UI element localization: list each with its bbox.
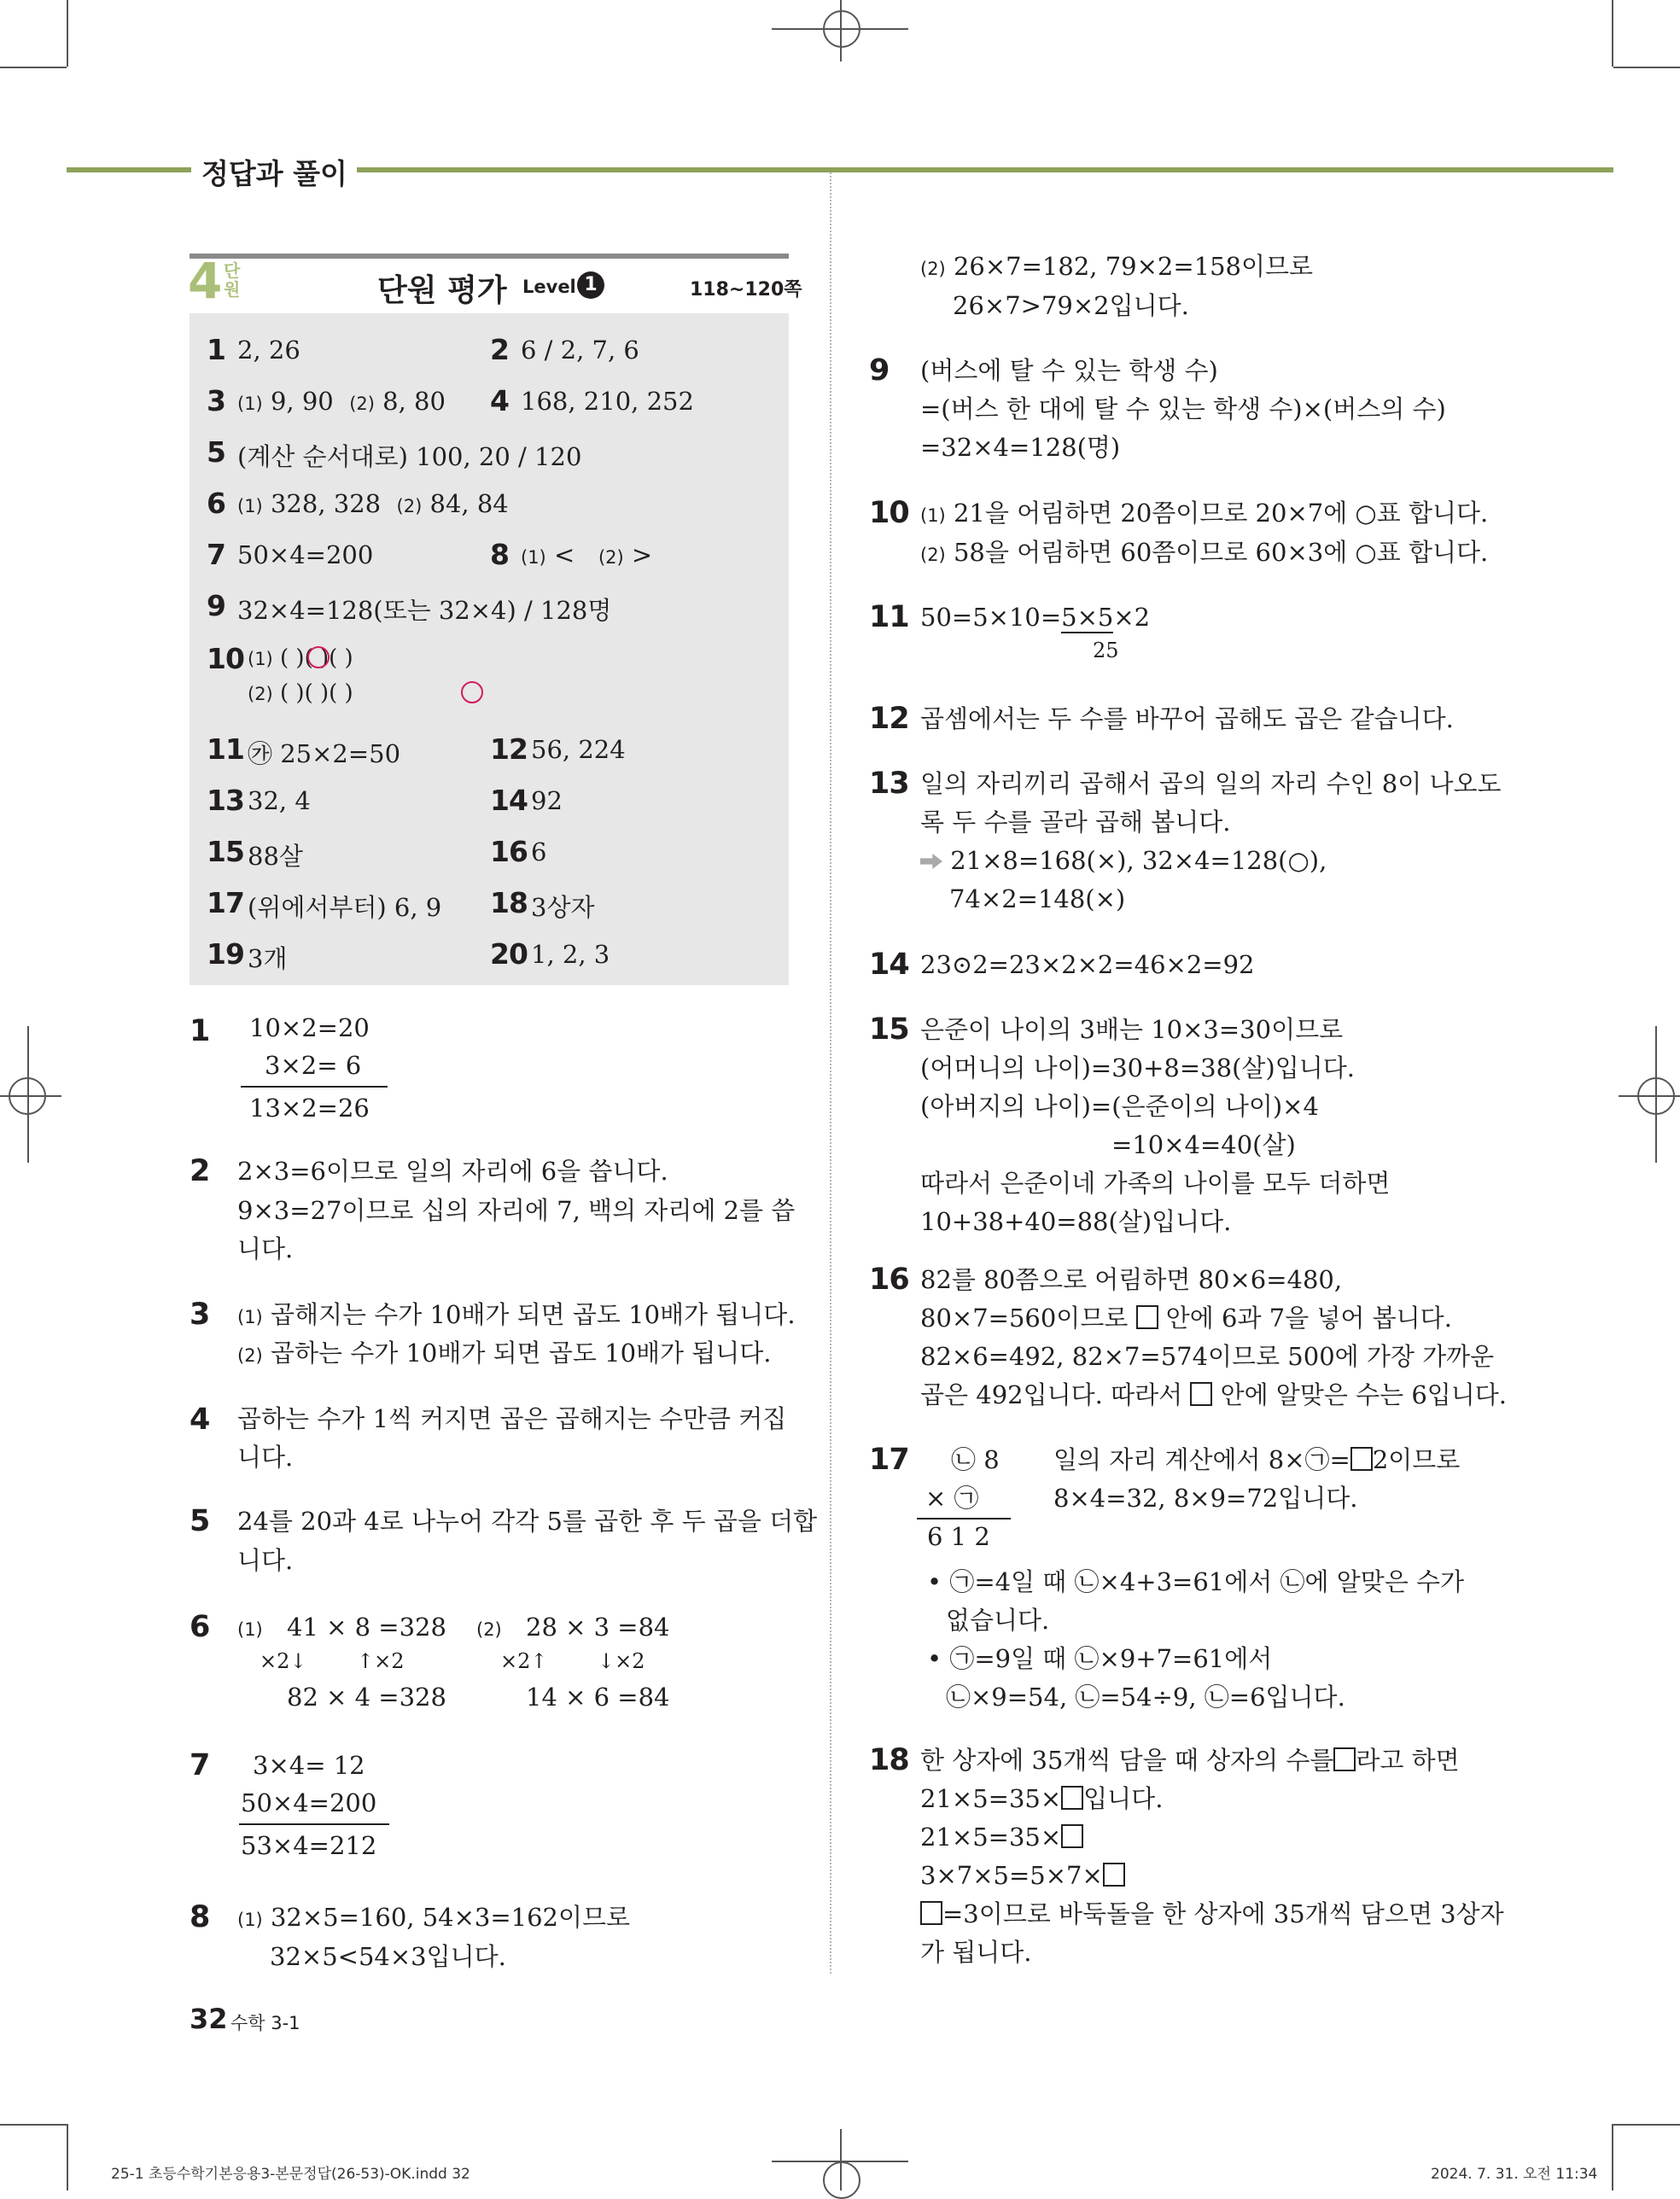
solution-text: 가 됩니다.: [920, 1938, 1032, 1967]
calc-row: 53×4=212: [241, 1831, 377, 1860]
calc-row: 50×4=200: [241, 1788, 377, 1817]
answer-text: 168, 210, 252: [521, 387, 694, 416]
solution-text: =3이므로 바둑돌을 한 상자에 35개씩 담으면 3상자: [920, 1895, 1504, 1934]
solution-bullet: 없습니다.: [946, 1606, 1050, 1635]
answer-number: 9: [207, 589, 225, 622]
crop-mark: [1613, 67, 1680, 68]
crop-mark: [1612, 0, 1613, 67]
answer-number: 8: [490, 538, 509, 571]
answer-text: (2) ( )( )( ): [248, 680, 353, 706]
circle-mark: [307, 646, 330, 670]
solution-text: 은준이 나이의 3배는 10×3=30이므로: [920, 1015, 1344, 1044]
arrow-right-icon: [920, 854, 942, 869]
solution-number: 8: [190, 1900, 210, 1934]
solution-text: 곱하는 수가 1씩 커지면 곱은 곱해지는 수만큼 커집: [237, 1404, 787, 1433]
crop-mark: [1655, 1026, 1657, 1163]
answer-text: (1) < (2) >: [521, 540, 653, 569]
answer-number: 5: [207, 435, 225, 469]
answer-number: 4: [490, 384, 509, 417]
solution-number: 12: [869, 702, 909, 736]
answer-number: 2: [490, 333, 509, 366]
crop-mark: [840, 2129, 842, 2190]
solution-part: (2): [476, 1619, 502, 1640]
solution-text: (버스에 탈 수 있는 학생 수): [920, 356, 1218, 385]
answer-number: 10: [207, 642, 244, 675]
page-range: 118~120쪽: [690, 279, 802, 300]
calc-row: 6 1 2: [927, 1522, 990, 1551]
solution-text: 74×2=148(×): [949, 884, 1126, 913]
column-divider: [830, 172, 831, 1974]
blank-box: [1061, 1786, 1083, 1810]
solution-text: 2×3=6이므로 일의 자리에 6을 씁니다.: [237, 1157, 668, 1186]
header-rule-right: [357, 167, 1613, 172]
solution-number: 11: [869, 600, 909, 634]
answer-number: 3: [207, 384, 225, 417]
answer-number: 16: [490, 835, 528, 868]
answer-text: 32×4=128(또는 32×4) / 128명: [237, 596, 612, 625]
solution-text: 82를 80쯤으로 어림하면 80×6=480,: [920, 1265, 1343, 1294]
registration-target-icon: [823, 2161, 860, 2199]
file-info: 25-1 초등수학기본응용3-본문정답(26-53)-OK.indd 32: [111, 2166, 470, 2183]
solution-text: (어머니의 나이)=30+8=38(살)입니다.: [920, 1053, 1355, 1082]
solution-text: 21×5=35× 입니다.: [920, 1784, 1164, 1813]
level-label: Level: [522, 277, 576, 297]
calc-row: ㉡ 8: [951, 1445, 1000, 1474]
solution-number: 15: [869, 1012, 909, 1047]
blank-box: [1350, 1447, 1373, 1471]
solution-number: 18: [869, 1743, 909, 1777]
crop-mark: [0, 2124, 67, 2126]
print-date: 2024. 7. 31. 오전 11:34: [1431, 2166, 1598, 2183]
answer-text: (1) 9, 90 (2) 8, 80: [237, 387, 446, 416]
calc-rule: [239, 1823, 389, 1825]
solution-text: (2) 26×7=182, 79×2=158이므로: [920, 252, 1314, 281]
answer-number: 12: [490, 732, 528, 766]
unit-number: 4: [188, 252, 223, 310]
solution-text: 록 두 수를 골라 곱해 봅니다.: [920, 808, 1231, 837]
calc-arrow: ↑×2: [357, 1649, 405, 1673]
answer-text: (1) 328, 328 (2) 84, 84: [237, 489, 509, 518]
solution-text: 9×3=27이므로 십의 자리에 7, 백의 자리에 2를 씁: [237, 1196, 796, 1225]
solution-text: 니다.: [237, 1443, 294, 1472]
answer-text: 32, 4: [248, 786, 311, 815]
answer-text: 3개: [248, 944, 288, 973]
crop-mark: [840, 0, 842, 61]
answer-number: 6: [207, 487, 225, 520]
solution-text: 일의 자리 계산에서 8×㉠= 2이므로: [1053, 1445, 1461, 1474]
answer-number: 15: [207, 835, 244, 868]
solution-text: 10+38+40=88(살)입니다.: [920, 1207, 1232, 1236]
answer-text: ㉮ 25×2=50: [248, 739, 401, 768]
calc-row: 82 × 4 =328: [287, 1683, 446, 1712]
solution-text: 일의 자리끼리 곱해서 곱의 일의 자리 수인 8이 나오도: [920, 769, 1502, 798]
unit-title: 단원 평가: [377, 273, 507, 308]
answer-text: 56, 224: [531, 735, 626, 764]
solution-number: 17: [869, 1443, 909, 1477]
solution-number: 2: [190, 1154, 210, 1188]
crop-mark: [27, 1026, 29, 1163]
solution-number: 9: [869, 353, 890, 388]
answer-number: 11: [207, 732, 244, 766]
answer-text: (1) ( )( )( ): [248, 645, 353, 671]
solution-text: (2) 곱하는 수가 10배가 되면 곱도 10배가 됩니다.: [237, 1339, 772, 1368]
blank-box: [1061, 1824, 1083, 1848]
crop-mark: [0, 67, 67, 68]
solution-text: 50=5×10=5×5×2: [920, 603, 1151, 632]
crop-mark: [0, 1095, 61, 1097]
solution-part: (1): [237, 1619, 263, 1640]
solution-text: 82×6=492, 82×7=574이므로 500에 가장 가까운: [920, 1342, 1495, 1371]
solution-text: 니다.: [237, 1546, 294, 1575]
page-number: 32: [190, 2003, 228, 2035]
crop-mark: [67, 0, 68, 67]
answer-text: 1, 2, 3: [531, 940, 610, 969]
answer-number: 1: [207, 333, 225, 366]
solution-text: 23⊙2=23×2×2=46×2=92: [920, 950, 1255, 979]
solution-text: 곱은 492입니다. 따라서 안에 알맞은 수는 6입니다.: [920, 1380, 1508, 1409]
header-rule-left: [67, 167, 191, 172]
answer-text: (계산 순서대로) 100, 20 / 120: [237, 442, 582, 471]
answer-number: 18: [490, 886, 528, 919]
calc-arrow: ↓×2: [598, 1649, 645, 1673]
solution-bullet: ㉡×9=54, ㉡=54÷9, ㉡=6입니다.: [946, 1683, 1345, 1712]
page-header-title: 정답과 풀이: [201, 157, 347, 190]
calc-row: 14 × 6 =84: [526, 1683, 670, 1712]
calc-row: 3×2= 6: [265, 1051, 362, 1080]
answer-text: (위에서부터) 6, 9: [248, 893, 442, 922]
blank-box: [1333, 1747, 1356, 1771]
answer-number: 20: [490, 937, 528, 971]
answer-text: 92: [531, 786, 563, 815]
solution-text: 32×5<54×3입니다.: [270, 1942, 506, 1971]
calc-row: × ㉠: [925, 1484, 979, 1513]
solution-text: =(버스 한 대에 탈 수 있는 학생 수)×(버스의 수): [920, 394, 1446, 423]
answer-text: 88살: [248, 842, 303, 871]
crop-mark: [1613, 2124, 1680, 2126]
solution-text: 따라서 은준이네 가족의 나이를 모두 더하면: [920, 1169, 1391, 1198]
solution-text: 8×4=32, 8×9=72입니다.: [1053, 1484, 1358, 1513]
blank-box: [1103, 1863, 1125, 1887]
solution-bullet: • ㉠=4일 때 ㉡×4+3=61에서 ㉡에 알맞은 수가: [927, 1567, 1465, 1596]
solution-text: 21×8=168(×), 32×4=128(○),: [920, 842, 1327, 880]
solution-text: 곱셈에서는 두 수를 바꾸어 곱해도 곱은 같습니다.: [920, 704, 1454, 733]
solution-text: 한 상자에 35개씩 담을 때 상자의 수를 라고 하면: [920, 1746, 1460, 1775]
solution-text: =32×4=128(명): [920, 433, 1121, 462]
circle-mark: [461, 681, 483, 705]
answer-number: 14: [490, 784, 528, 817]
solution-number: 16: [869, 1263, 909, 1297]
solution-number: 10: [869, 496, 909, 530]
solution-number: 1: [190, 1014, 210, 1048]
answer-text: 6: [531, 837, 547, 866]
calc-row: 28 × 3 =84: [526, 1613, 670, 1642]
blank-box: [1190, 1382, 1212, 1406]
solution-number: 3: [190, 1298, 210, 1332]
calc-row: 13×2=26: [249, 1094, 370, 1123]
unit-label: 단원: [224, 260, 241, 300]
solution-text: 26×7>79×2입니다.: [953, 291, 1189, 320]
solution-bullet: • ㉠=9일 때 ㉡×9+7=61에서: [927, 1644, 1273, 1673]
crop-mark: [67, 2124, 68, 2190]
solution-text: =10×4=40(살): [1111, 1130, 1296, 1159]
calc-row: 3×4= 12: [253, 1751, 365, 1780]
answer-text: 6 / 2, 7, 6: [521, 335, 639, 365]
crop-mark: [1619, 1095, 1680, 1097]
solution-subnote: 25: [1093, 639, 1119, 662]
answer-text: 3상자: [531, 893, 595, 922]
solution-text: 21×5=35×: [920, 1818, 1083, 1857]
answer-number: 7: [207, 538, 225, 571]
level-badge: 1: [577, 271, 604, 299]
solution-text: (아버지의 나이)=(은준이의 나이)×4: [920, 1092, 1319, 1121]
solution-text: (1) 곱해지는 수가 10배가 되면 곱도 10배가 됩니다.: [237, 1300, 796, 1329]
blank-box: [1136, 1305, 1158, 1329]
solution-text: (2) 58을 어림하면 60쯤이므로 60×3에 ○표 합니다.: [920, 538, 1489, 567]
calc-arrow: ×2↓: [260, 1649, 307, 1673]
blank-box: [920, 1901, 942, 1925]
solution-text: 80×7=560이므로 안에 6과 7을 넣어 봅니다.: [920, 1304, 1452, 1333]
solution-number: 13: [869, 767, 909, 801]
solution-number: 7: [190, 1748, 210, 1782]
solution-text: 24를 20과 4로 나누어 각각 5를 곱한 후 두 곱을 더합: [237, 1507, 818, 1536]
solution-number: 14: [869, 948, 909, 982]
solution-text: (1) 21을 어림하면 20쯤이므로 20×7에 ○표 합니다.: [920, 499, 1489, 528]
crop-mark: [1612, 2124, 1613, 2190]
answer-number: 13: [207, 784, 244, 817]
solution-number: 5: [190, 1504, 210, 1538]
underlined-term: 5×5: [1061, 603, 1114, 632]
answer-text: 2, 26: [237, 335, 300, 365]
answer-number: 17: [207, 886, 244, 919]
answer-number: 19: [207, 937, 244, 971]
solution-text: 니다.: [237, 1234, 294, 1263]
solution-number: 6: [190, 1610, 210, 1644]
calc-rule: [241, 1086, 388, 1088]
calc-row: 41 × 8 =328: [287, 1613, 446, 1642]
solution-text: (1) 32×5=160, 54×3=162이므로: [237, 1903, 631, 1932]
calc-row: 10×2=20: [249, 1013, 370, 1042]
solution-text: 3×7×5=5×7×: [920, 1857, 1125, 1895]
calc-arrow: ×2↑: [500, 1649, 548, 1673]
answer-text: 50×4=200: [237, 540, 374, 569]
solution-number: 4: [190, 1403, 210, 1437]
subject-label: 수학 3-1: [230, 2013, 300, 2033]
